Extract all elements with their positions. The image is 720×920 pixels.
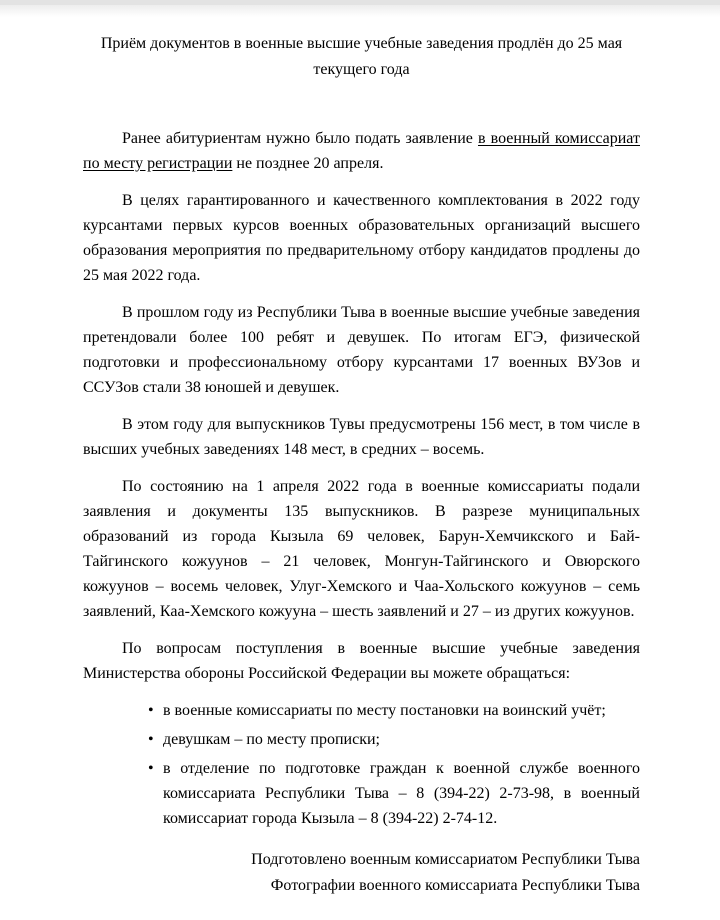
article-title: Приём документов в военные высшие учебные заведения продлён до 25 мая текущего года [100, 35, 623, 78]
paragraph-2: В целях гарантированного и качественного комплектования в 2022 году курсантами первых курсов военных образовательных организаций высшего образования мероприятия по предварительному отбору кандидатов продлены до 25 мая 2022 года. [83, 192, 640, 284]
paragraph-1 [83, 126, 640, 176]
document-page [0, 31, 720, 899]
paragraph-6: По вопросам поступления в военные высшие учебные заведения Министерства обороны Российской Федерации вы можете обращаться: [83, 640, 640, 682]
bullet-icon: • [148, 731, 154, 748]
list-item-girls [143, 727, 640, 752]
window-top-edge-shadow [0, 5, 720, 17]
paragraph-5: По состоянию на 1 апреля 2022 года в военные комиссариаты подали заявления и документы 135 выпускников. В разрезе муниципальных образований из города Кызыла 69 человек, Барун-Хемчикского и Бай-Тайгинского кожуунов – 21 человек, Монгун-Тайгинского и Овюрского кожуунов – восемь человек, Улуг-Хемского и Чаа-Хольского кожуунов – семь заявлений, Каа-Хемского кожууна – шесть заявлений и 27 – из других кожуунов. [83, 478, 640, 620]
contact-methods-list [83, 698, 640, 831]
bullet-icon: • [148, 760, 154, 777]
list-item-department-phones [143, 756, 640, 831]
list-item-text: в отделение по подготовке граждан к военной службе военного комиссариата Республики Тыва – 8 (394-22) 2-73-98, в военный комиссариат города Кызыла – 8 (394-22) 2-74-12. [163, 760, 640, 827]
paragraph-1-text-after: не позднее 20 апреля. [232, 155, 384, 172]
bullet-icon: • [148, 702, 154, 719]
paragraph-4: В этом году для выпускников Тувы предусмотрены 156 мест, в том числе в высших учебных заведениях 148 мест, в средних – восемь. [83, 416, 640, 458]
credit-line-photos-by: Фотографии военного комиссариата Республики Тыва [270, 877, 640, 894]
credits-block [83, 847, 640, 899]
paragraph-3: В прошлом году из Республики Тыва в военные высшие учебные заведения претендовали более 100 ребят и девушек. По итогам ЕГЭ, физической подготовки и профессиональному отбору курсантами 17 военных ВУЗов и ССУЗов стали 38 юношей и девушек. [83, 304, 640, 396]
underlined-phrase: в военный комиссариат по месту регистрации [83, 130, 640, 172]
paragraph-1-text-before: Ранее абитуриентам нужно было подать заявление [122, 130, 478, 147]
list-item-commissariats [143, 698, 640, 723]
credit-line-prepared-by: Подготовлено военным комиссариатом Республики Тыва [251, 851, 640, 868]
list-item-text: девушкам – по месту прописки; [163, 731, 380, 748]
list-item-text: в военные комиссариаты по месту постановки на воинский учёт; [163, 702, 606, 719]
